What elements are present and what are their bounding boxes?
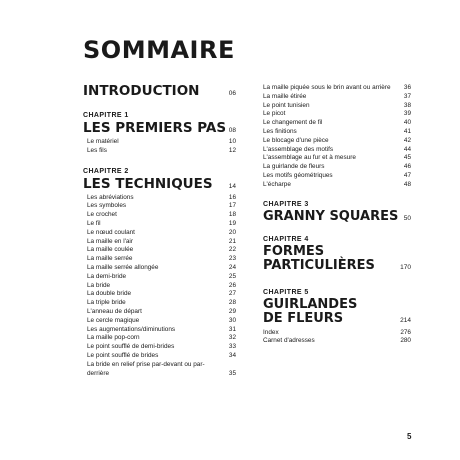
chapter-2-items-continued <box>263 84 411 190</box>
list-item[interactable]: La bride 26 <box>87 281 236 289</box>
page-ref: 08 <box>228 127 236 134</box>
list-item[interactable]: Index 276 <box>263 328 411 336</box>
page-ref: 214 <box>400 316 411 324</box>
list-item[interactable]: La maille coulée 22 <box>87 246 236 254</box>
section-title: LES TECHNIQUES <box>83 175 213 192</box>
list-item[interactable]: Les symboles 17 <box>87 202 236 210</box>
page-ref: 170 <box>400 263 411 271</box>
section-title: LES PREMIERS PAS <box>83 120 227 136</box>
section-title: GUIRLANDES DE FLEURS <box>263 296 358 326</box>
list-item[interactable]: La double bride 27 <box>87 290 236 298</box>
list-item[interactable]: Les abréviations 16 <box>87 193 236 201</box>
list-item[interactable]: Le cercle magique 30 <box>87 316 236 324</box>
list-item[interactable]: La guirlande de fleurs 46 <box>263 163 411 171</box>
list-item[interactable]: Le fil 19 <box>87 219 236 227</box>
chapter-1-items <box>83 138 236 156</box>
page-ref: 50 <box>403 214 411 222</box>
section-title: INTRODUCTION <box>83 83 200 99</box>
list-item[interactable]: L'assemblage des motifs 44 <box>263 145 411 153</box>
list-item[interactable]: Les finitions 41 <box>263 127 411 135</box>
chapter-label: CHAPITRE 4 <box>263 235 309 243</box>
list-item[interactable]: Le point soufflé de brides 34 <box>87 351 236 359</box>
list-item[interactable]: L'écharpe 48 <box>263 180 411 188</box>
section-title: FORMES PARTICULIÈRES <box>263 243 375 273</box>
list-item[interactable]: Le matériel 10 <box>87 138 236 145</box>
toc-left-column <box>83 84 236 378</box>
chapter-label: CHAPITRE 5 <box>263 288 309 296</box>
toc-entry-chapter-1[interactable] <box>83 121 236 135</box>
list-item[interactable]: La maille étirée 37 <box>263 92 411 100</box>
list-item[interactable]: La maille serrée 23 <box>87 255 236 263</box>
list-item[interactable]: Le nœud coulant 20 <box>87 228 236 236</box>
page-title: SOMMAIRE <box>83 36 235 64</box>
list-item[interactable]: La maille piquée sous le brin avant ou arrière 36 <box>263 84 411 91</box>
list-item[interactable]: L'assemblage au fur et à mesure 45 <box>263 154 411 162</box>
chapter-label: CHAPITRE 1 <box>83 112 129 119</box>
list-item[interactable]: L'anneau de départ 29 <box>87 307 236 315</box>
list-item[interactable]: La demi-bride 25 <box>87 272 236 280</box>
toc-entry-introduction[interactable] <box>83 84 236 98</box>
list-item[interactable]: Les motifs géométriques 47 <box>263 171 411 179</box>
list-item[interactable]: Carnet d'adresses 280 <box>263 337 411 345</box>
list-item[interactable]: La bride en relief prise par-devant ou par-derrière 35 <box>87 360 236 377</box>
list-item[interactable]: La maille serrée allongée 24 <box>87 263 236 271</box>
toc-entry-chapter-4[interactable] <box>263 245 411 273</box>
page-ref: 06 <box>228 90 236 97</box>
list-item[interactable]: La triple bride 28 <box>87 299 236 307</box>
list-item[interactable]: Le point soufflé de demi-brides 33 <box>87 343 236 351</box>
toc-right-column <box>263 84 411 346</box>
section-title: GRANNY SQUARES <box>263 208 399 224</box>
list-item[interactable]: La maille en l'air 21 <box>87 237 236 245</box>
list-item[interactable]: Le crochet 18 <box>87 211 236 219</box>
toc-entry-chapter-3[interactable] <box>263 210 411 224</box>
toc-entry-chapter-5[interactable] <box>263 298 411 326</box>
chapter-label: CHAPITRE 3 <box>263 200 309 208</box>
chapter-2-items <box>83 194 236 379</box>
chapter-label: CHAPITRE 2 <box>83 167 129 175</box>
page-number: 5 <box>407 432 412 441</box>
list-item[interactable]: Le changement de fil 40 <box>263 119 411 127</box>
toc-entry-chapter-2[interactable] <box>83 177 236 191</box>
list-item[interactable]: La maille pop-corn 32 <box>87 334 236 342</box>
list-item[interactable]: Les fils 12 <box>87 146 236 154</box>
list-item[interactable]: Le point tunisien 38 <box>263 101 411 109</box>
chapter-5-items <box>263 329 411 347</box>
list-item[interactable]: Le blocage d'une pièce 42 <box>263 136 411 144</box>
page-ref: 14 <box>228 182 236 190</box>
list-item[interactable]: Le picot 39 <box>263 110 411 118</box>
list-item[interactable]: Les augmentations/diminutions 31 <box>87 325 236 333</box>
